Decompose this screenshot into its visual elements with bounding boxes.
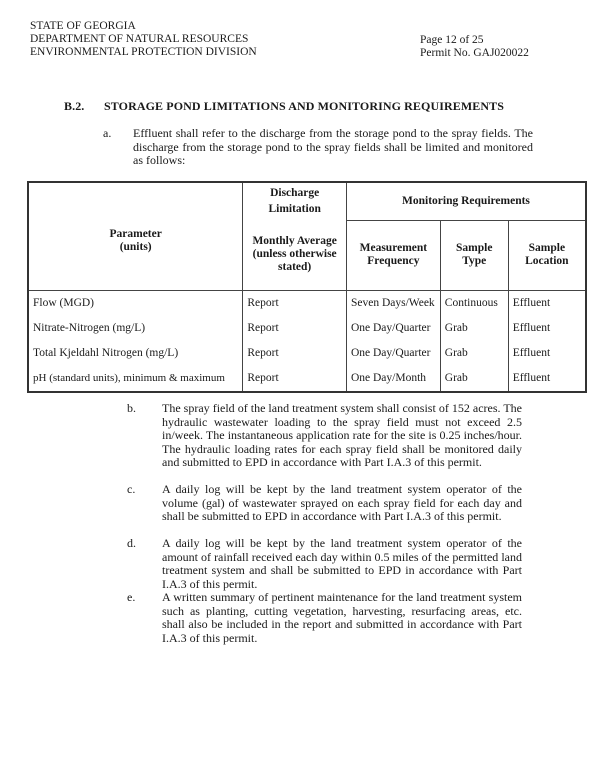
row-sample-location: Effluent <box>508 290 586 316</box>
permit-number: Permit No. GAJ020022 <box>420 47 529 59</box>
table-row <box>28 316 586 341</box>
sample-type-header <box>440 220 508 290</box>
page-number: Page 12 of 25 <box>420 34 484 46</box>
table-row <box>28 341 586 366</box>
row-sample-type: Grab <box>440 316 508 341</box>
row-frequency: Seven Days/Week <box>346 290 440 316</box>
measurement-frequency-line1: Measurement <box>359 242 428 254</box>
item-d-letter: d. <box>127 536 136 550</box>
item-e-text: A written summary of pertinent maintenance for the land treatment system such as planting, cutting vegetation, harvesting, resurfacing areas, etc. shall also be included in the report and submitted in accordance with Part I.A.3 of this permit. <box>162 590 522 645</box>
row-sample-location: Effluent <box>508 366 586 392</box>
agency-line-division: ENVIRONMENTAL PROTECTION DIVISION <box>30 46 257 58</box>
discharge-header-line2: Limitation <box>268 203 321 215</box>
table-row <box>28 366 586 392</box>
sample-type-line1: Sample <box>456 242 493 254</box>
agency-line-department: DEPARTMENT OF NATURAL RESOURCES <box>30 33 249 45</box>
item-e-letter: e. <box>127 590 136 604</box>
row-sample-type: Continuous <box>440 290 508 316</box>
monthly-average-line3: stated) <box>278 261 312 274</box>
row-limit: Report <box>243 366 347 392</box>
monitoring-header: Monitoring Requirements <box>346 182 586 220</box>
sample-location-header <box>508 220 586 290</box>
row-sample-location: Effluent <box>508 316 586 341</box>
row-parameter: pH (standard units), minimum & maximum <box>28 366 243 392</box>
row-sample-type: Grab <box>440 341 508 366</box>
parameter-header-units: (units) <box>119 241 152 254</box>
item-a-text: Effluent shall refer to the discharge from the storage pond to the spray fields. The discharge from the storage pond to the spray fields shall be limited and monitored as follows: <box>133 126 533 168</box>
measurement-frequency-header <box>346 220 440 290</box>
row-sample-location: Effluent <box>508 341 586 366</box>
sample-location-line1: Sample <box>528 242 566 254</box>
monthly-average-line1: Monthly Average <box>252 235 337 248</box>
parameter-header <box>28 182 243 290</box>
limitations-table <box>27 181 587 393</box>
row-parameter: Nitrate-Nitrogen (mg/L) <box>28 316 243 341</box>
row-limit: Report <box>243 316 347 341</box>
section-number: B.2. <box>64 99 85 113</box>
item-a-letter: a. <box>103 126 112 140</box>
row-frequency: One Day/Month <box>346 366 440 392</box>
item-b-letter: b. <box>127 401 136 415</box>
row-parameter: Flow (MGD) <box>28 290 243 316</box>
item-c-text: A daily log will be kept by the land treatment system operator of the volume (gal) of wastewater sprayed on each spray field for each day and shall be submitted to EPD in accordance with Part I.A.3 of this permit. <box>162 482 522 524</box>
discharge-header <box>243 182 347 220</box>
monthly-average-header <box>243 220 347 290</box>
section-heading <box>64 99 504 114</box>
agency-header <box>30 20 257 59</box>
table-row <box>28 290 586 316</box>
row-limit: Report <box>243 341 347 366</box>
page-info <box>420 34 529 60</box>
sample-type-line2: Type <box>462 255 487 267</box>
measurement-frequency-line2: Frequency <box>367 255 420 267</box>
monthly-average-line2: (unless otherwise <box>252 248 337 261</box>
row-frequency: One Day/Quarter <box>346 316 440 341</box>
item-b-text: The spray field of the land treatment system shall consist of 152 acres. The hydraulic wastewater loading to the spray field must not exceed 2.5 in/week. The instantaneous application rate for the site is 0.25 inches/hour. The hydraulic loading rates for each spray field shall be monitored daily and submitted to EPD in accordance with Part I.A.3 of this permit. <box>162 401 522 470</box>
agency-line-state: STATE OF GEORGIA <box>30 20 136 32</box>
row-sample-type: Grab <box>440 366 508 392</box>
section-title: STORAGE POND LIMITATIONS AND MONITORING REQUIREMENTS <box>104 99 505 113</box>
row-frequency: One Day/Quarter <box>346 341 440 366</box>
parameter-header-label: Parameter <box>109 228 162 241</box>
discharge-header-line1: Discharge <box>270 187 320 199</box>
sample-location-line2: Location <box>525 255 569 267</box>
item-c-letter: c. <box>127 482 136 496</box>
item-d-text: A daily log will be kept by the land treatment system operator of the amount of rainfall received each day within 0.5 miles of the permitted land treatment system and shall be submitted to EPD in accordance with Part I.A.3 of this permit. <box>162 536 522 591</box>
row-parameter: Total Kjeldahl Nitrogen (mg/L) <box>28 341 243 366</box>
row-limit: Report <box>243 290 347 316</box>
item-a <box>103 127 533 171</box>
